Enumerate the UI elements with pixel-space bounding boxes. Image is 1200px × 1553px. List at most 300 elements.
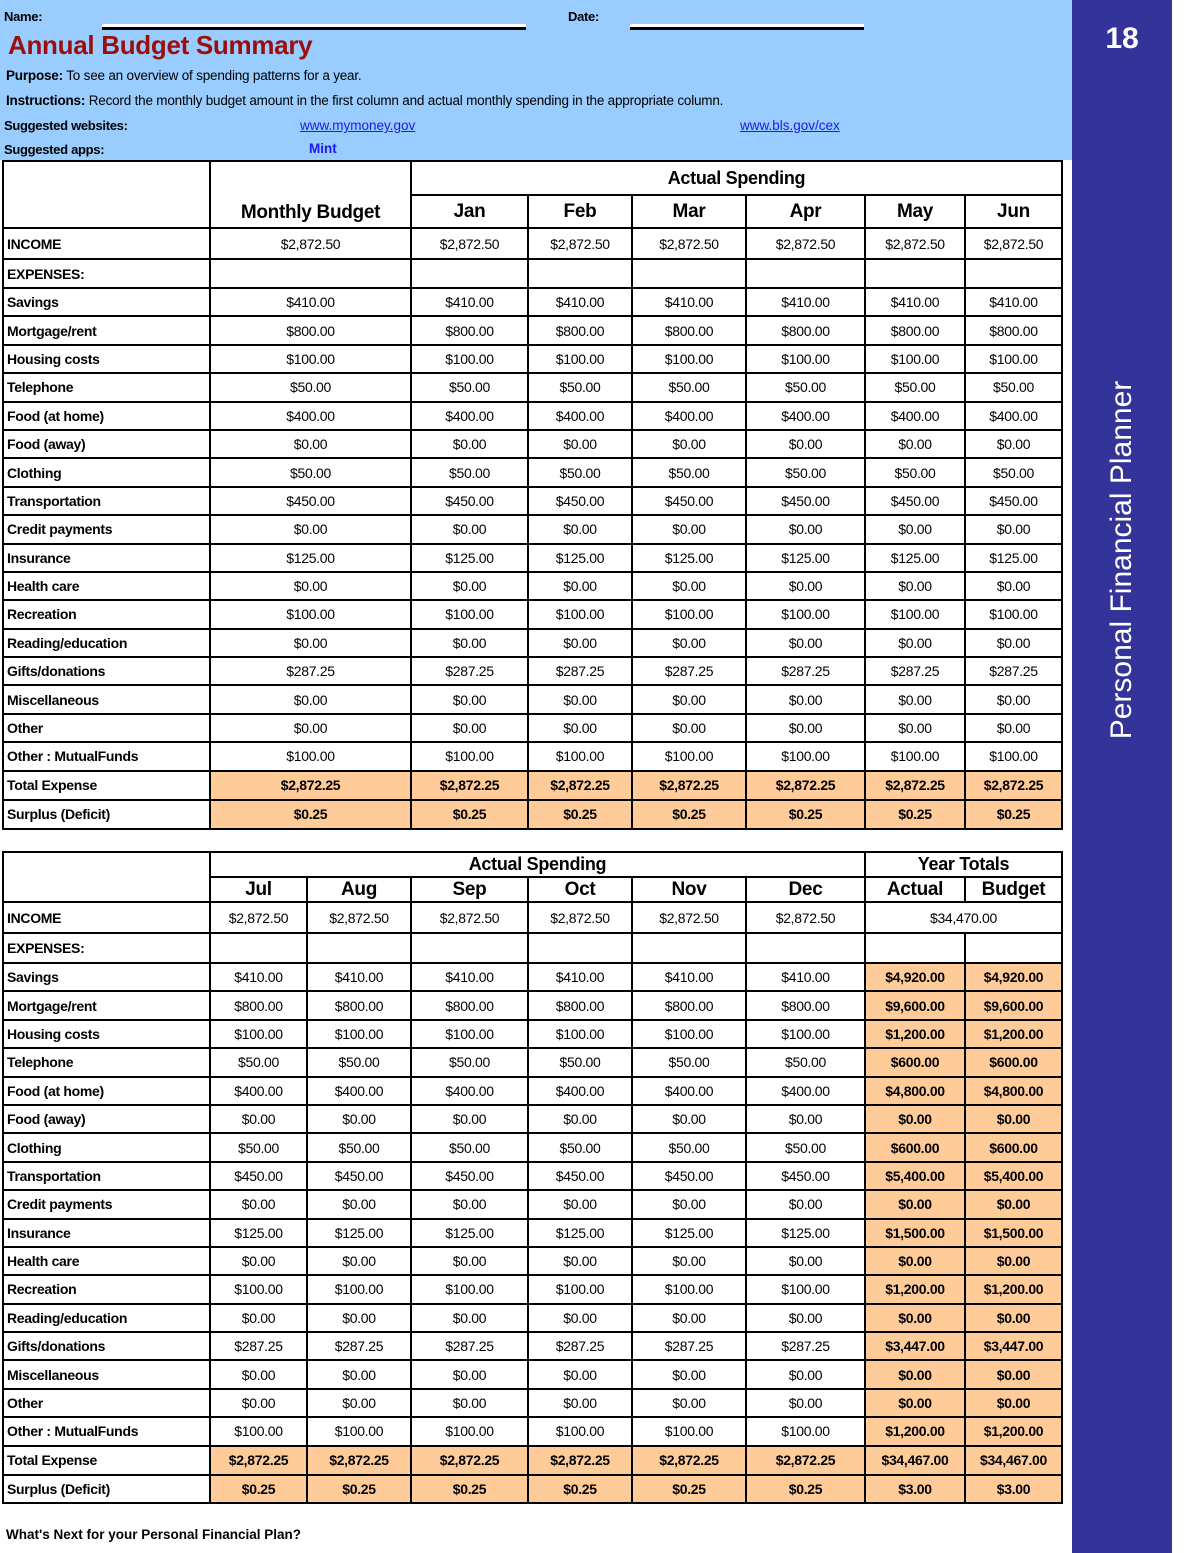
amount-cell[interactable]: $0.00 <box>210 1360 307 1388</box>
amount-cell[interactable]: $287.25 <box>746 657 865 685</box>
amount-cell[interactable]: $0.00 <box>865 685 965 713</box>
amount-cell[interactable]: $287.25 <box>210 657 411 685</box>
amount-cell[interactable]: $0.00 <box>528 1247 632 1275</box>
amount-cell[interactable]: $450.00 <box>865 487 965 515</box>
amount-cell[interactable]: $0.00 <box>632 572 746 600</box>
total-cell: $2,872.25 <box>210 1446 307 1475</box>
amount-cell[interactable]: $800.00 <box>210 316 411 344</box>
amount-cell[interactable]: $0.00 <box>746 1247 865 1275</box>
amount-cell[interactable]: $0.00 <box>411 629 528 657</box>
empty-cell[interactable] <box>865 933 965 963</box>
empty-cell[interactable] <box>632 933 746 963</box>
amount-cell[interactable]: $0.00 <box>632 1304 746 1332</box>
amount-cell[interactable]: $125.00 <box>210 544 411 572</box>
expense-row <box>3 991 1062 1019</box>
amount-cell[interactable]: $800.00 <box>632 991 746 1019</box>
amount-cell[interactable]: $0.00 <box>632 1105 746 1133</box>
expense-row <box>3 402 1062 430</box>
app-link-mint[interactable]: Mint <box>309 141 337 156</box>
year-total-cell: $4,800.00 <box>865 1077 965 1105</box>
empty-cell[interactable] <box>411 933 528 963</box>
empty-cell[interactable] <box>632 259 746 288</box>
amount-cell[interactable]: $0.00 <box>528 430 632 458</box>
amount-cell[interactable]: $410.00 <box>528 288 632 316</box>
amount-cell[interactable]: $50.00 <box>746 1133 865 1161</box>
row-label: Insurance <box>3 1219 210 1247</box>
empty-cell[interactable] <box>746 259 865 288</box>
row-label: Gifts/donations <box>3 1332 210 1360</box>
amount-cell[interactable]: $0.00 <box>965 685 1062 713</box>
amount-cell[interactable]: $100.00 <box>307 1275 411 1303</box>
total-cell: $2,872.25 <box>528 1446 632 1475</box>
amount-cell[interactable]: $0.00 <box>528 1304 632 1332</box>
amount-cell[interactable]: $410.00 <box>411 963 528 991</box>
amount-cell[interactable]: $800.00 <box>307 991 411 1019</box>
amount-cell[interactable]: $50.00 <box>210 373 411 401</box>
amount-cell[interactable]: $100.00 <box>746 345 865 373</box>
amount-cell[interactable]: $50.00 <box>746 1048 865 1076</box>
amount-cell[interactable]: $100.00 <box>411 345 528 373</box>
amount-cell[interactable]: $50.00 <box>632 1048 746 1076</box>
amount-cell[interactable]: $100.00 <box>865 600 965 628</box>
amount-cell[interactable]: $0.00 <box>210 714 411 742</box>
amount-cell[interactable]: $50.00 <box>528 1133 632 1161</box>
amount-cell[interactable]: $400.00 <box>210 402 411 430</box>
amount-cell[interactable]: $0.00 <box>210 1389 307 1417</box>
website-link-bls[interactable]: www.bls.gov/cex <box>740 118 840 133</box>
amount-cell[interactable]: $0.00 <box>746 1360 865 1388</box>
amount-cell[interactable]: $125.00 <box>210 1219 307 1247</box>
amount-cell[interactable]: $0.00 <box>411 572 528 600</box>
income-row <box>3 902 1062 933</box>
amount-cell[interactable]: $400.00 <box>632 402 746 430</box>
amount-cell[interactable]: $410.00 <box>632 963 746 991</box>
row-label: Clothing <box>3 458 210 486</box>
empty-cell[interactable] <box>411 259 528 288</box>
amount-cell[interactable]: $100.00 <box>210 1275 307 1303</box>
expense-row <box>3 600 1062 628</box>
amount-cell[interactable]: $0.00 <box>632 430 746 458</box>
row-label: Telephone <box>3 1048 210 1076</box>
amount-cell[interactable]: $400.00 <box>746 1077 865 1105</box>
surplus-cell: $3.00 <box>865 1475 965 1503</box>
income-cell[interactable]: $2,872.50 <box>746 902 865 933</box>
empty-cell[interactable] <box>528 259 632 288</box>
amount-cell[interactable]: $50.00 <box>865 458 965 486</box>
amount-cell[interactable]: $100.00 <box>965 345 1062 373</box>
amount-cell[interactable]: $287.25 <box>411 657 528 685</box>
amount-cell[interactable]: $100.00 <box>411 1275 528 1303</box>
income-cell[interactable]: $2,872.50 <box>632 228 746 259</box>
amount-cell[interactable]: $50.00 <box>411 373 528 401</box>
amount-cell[interactable]: $100.00 <box>632 1417 746 1445</box>
amount-cell[interactable]: $50.00 <box>528 1048 632 1076</box>
amount-cell[interactable]: $125.00 <box>865 544 965 572</box>
amount-cell[interactable]: $410.00 <box>411 288 528 316</box>
amount-cell[interactable]: $450.00 <box>411 1162 528 1190</box>
income-cell[interactable]: $2,872.50 <box>965 228 1062 259</box>
expense-row <box>3 714 1062 742</box>
amount-cell[interactable]: $50.00 <box>632 458 746 486</box>
amount-cell[interactable]: $800.00 <box>632 316 746 344</box>
amount-cell[interactable]: $0.00 <box>210 515 411 543</box>
amount-cell[interactable]: $50.00 <box>865 373 965 401</box>
amount-cell[interactable]: $0.00 <box>411 1105 528 1133</box>
amount-cell[interactable]: $800.00 <box>965 316 1062 344</box>
amount-cell[interactable]: $0.00 <box>528 1360 632 1388</box>
amount-cell[interactable]: $0.00 <box>865 714 965 742</box>
amount-cell[interactable]: $0.00 <box>632 1360 746 1388</box>
amount-cell[interactable]: $0.00 <box>528 714 632 742</box>
amount-cell[interactable]: $0.00 <box>528 1389 632 1417</box>
amount-cell[interactable]: $125.00 <box>411 544 528 572</box>
amount-cell[interactable]: $0.00 <box>210 572 411 600</box>
year-total-cell: $4,800.00 <box>965 1077 1062 1105</box>
amount-cell[interactable]: $400.00 <box>411 402 528 430</box>
amount-cell[interactable]: $0.00 <box>528 572 632 600</box>
expense-row <box>3 1162 1062 1190</box>
income-cell[interactable]: $2,872.50 <box>411 902 528 933</box>
amount-cell[interactable]: $125.00 <box>746 544 865 572</box>
amount-cell[interactable]: $100.00 <box>411 1417 528 1445</box>
amount-cell[interactable]: $800.00 <box>746 316 865 344</box>
amount-cell[interactable]: $0.00 <box>746 714 865 742</box>
income-cell[interactable]: $2,872.50 <box>210 228 411 259</box>
amount-cell[interactable]: $287.25 <box>411 1332 528 1360</box>
amount-cell[interactable]: $0.00 <box>632 1190 746 1218</box>
amount-cell[interactable]: $50.00 <box>632 1133 746 1161</box>
amount-cell[interactable]: $0.00 <box>865 515 965 543</box>
amount-cell[interactable]: $287.25 <box>965 657 1062 685</box>
side-band <box>1072 0 1172 1553</box>
amount-cell[interactable]: $400.00 <box>528 1077 632 1105</box>
amount-cell[interactable]: $400.00 <box>307 1077 411 1105</box>
amount-cell[interactable]: $50.00 <box>746 458 865 486</box>
amount-cell[interactable]: $100.00 <box>411 742 528 770</box>
row-label: Health care <box>3 572 210 600</box>
amount-cell[interactable]: $450.00 <box>965 487 1062 515</box>
expense-row <box>3 572 1062 600</box>
row-label: INCOME <box>3 902 210 933</box>
surplus-cell: $0.25 <box>411 800 528 829</box>
row-label: Housing costs <box>3 345 210 373</box>
amount-cell[interactable]: $125.00 <box>528 1219 632 1247</box>
amount-cell[interactable]: $100.00 <box>632 742 746 770</box>
expense-row <box>3 1417 1062 1445</box>
amount-cell[interactable]: $287.25 <box>210 1332 307 1360</box>
amount-cell[interactable]: $100.00 <box>746 1275 865 1303</box>
amount-cell[interactable]: $400.00 <box>411 1077 528 1105</box>
amount-cell[interactable]: $0.00 <box>528 685 632 713</box>
total-cell: $2,872.25 <box>411 771 528 800</box>
amount-cell[interactable]: $0.00 <box>411 1304 528 1332</box>
amount-cell[interactable]: $450.00 <box>210 487 411 515</box>
amount-cell[interactable]: $100.00 <box>746 1020 865 1048</box>
amount-cell[interactable]: $0.00 <box>965 629 1062 657</box>
page-title: Annual Budget Summary <box>8 30 313 60</box>
amount-cell[interactable]: $50.00 <box>528 373 632 401</box>
amount-cell[interactable]: $0.00 <box>528 1105 632 1133</box>
amount-cell[interactable]: $450.00 <box>746 487 865 515</box>
amount-cell[interactable]: $50.00 <box>307 1133 411 1161</box>
year-total-cell: $0.00 <box>865 1247 965 1275</box>
amount-cell[interactable]: $0.00 <box>307 1304 411 1332</box>
website-link-mymoney[interactable]: www.mymoney.gov <box>300 118 416 133</box>
expense-row <box>3 1020 1062 1048</box>
amount-cell[interactable]: $0.00 <box>746 1105 865 1133</box>
amount-cell[interactable]: $100.00 <box>210 1020 307 1048</box>
amount-cell[interactable]: $800.00 <box>411 316 528 344</box>
amount-cell[interactable]: $100.00 <box>632 1275 746 1303</box>
amount-cell[interactable]: $125.00 <box>528 544 632 572</box>
year-total-cell: $1,200.00 <box>865 1417 965 1445</box>
amount-cell[interactable]: $0.00 <box>307 1389 411 1417</box>
amount-cell[interactable]: $125.00 <box>746 1219 865 1247</box>
amount-cell[interactable]: $100.00 <box>632 600 746 628</box>
amount-cell[interactable]: $0.00 <box>965 714 1062 742</box>
amount-cell[interactable]: $50.00 <box>528 458 632 486</box>
amount-cell[interactable]: $800.00 <box>528 316 632 344</box>
amount-cell[interactable]: $0.00 <box>210 430 411 458</box>
amount-cell[interactable]: $100.00 <box>210 1417 307 1445</box>
amount-cell[interactable]: $0.00 <box>307 1105 411 1133</box>
total-cell: $2,872.25 <box>746 1446 865 1475</box>
surplus-cell: $0.25 <box>210 1475 307 1503</box>
amount-cell[interactable]: $800.00 <box>865 316 965 344</box>
income-cell[interactable]: $2,872.50 <box>411 228 528 259</box>
amount-cell[interactable]: $450.00 <box>528 487 632 515</box>
amount-cell[interactable]: $50.00 <box>632 373 746 401</box>
amount-cell[interactable]: $410.00 <box>528 963 632 991</box>
amount-cell[interactable]: $0.00 <box>528 1190 632 1218</box>
total-cell: $2,872.25 <box>307 1446 411 1475</box>
total-cell: $34,467.00 <box>865 1446 965 1475</box>
income-cell[interactable]: $2,872.50 <box>307 902 411 933</box>
amount-cell[interactable]: $0.00 <box>411 714 528 742</box>
empty-cell[interactable] <box>210 933 307 963</box>
amount-cell[interactable]: $0.00 <box>528 515 632 543</box>
amount-cell[interactable]: $0.00 <box>965 430 1062 458</box>
amount-cell[interactable]: $100.00 <box>528 1417 632 1445</box>
income-cell[interactable]: $2,872.50 <box>632 902 746 933</box>
amount-cell[interactable]: $100.00 <box>746 742 865 770</box>
row-label: Other <box>3 714 210 742</box>
empty-cell[interactable] <box>528 933 632 963</box>
amount-cell[interactable]: $50.00 <box>746 373 865 401</box>
amount-cell[interactable]: $800.00 <box>528 991 632 1019</box>
amount-cell[interactable]: $287.25 <box>632 657 746 685</box>
amount-cell[interactable]: $100.00 <box>411 1020 528 1048</box>
amount-cell[interactable]: $400.00 <box>965 402 1062 430</box>
amount-cell[interactable]: $0.00 <box>865 430 965 458</box>
amount-cell[interactable]: $100.00 <box>528 345 632 373</box>
empty-cell[interactable] <box>307 933 411 963</box>
row-label: Total Expense <box>3 771 210 800</box>
amount-cell[interactable]: $450.00 <box>411 487 528 515</box>
amount-cell[interactable]: $287.25 <box>746 1332 865 1360</box>
row-label: Recreation <box>3 1275 210 1303</box>
amount-cell[interactable]: $0.00 <box>411 1360 528 1388</box>
amount-cell[interactable]: $125.00 <box>965 544 1062 572</box>
expenses-header-row <box>3 259 1062 288</box>
amount-cell[interactable]: $50.00 <box>307 1048 411 1076</box>
income-cell[interactable]: $2,872.50 <box>746 228 865 259</box>
amount-cell[interactable]: $0.00 <box>632 1389 746 1417</box>
amount-cell[interactable]: $0.00 <box>528 629 632 657</box>
amount-cell[interactable]: $125.00 <box>632 544 746 572</box>
amount-cell[interactable]: $100.00 <box>528 600 632 628</box>
amount-cell[interactable]: $0.00 <box>746 685 865 713</box>
amount-cell[interactable]: $0.00 <box>746 515 865 543</box>
surplus-cell: $0.25 <box>528 800 632 829</box>
row-label: Gifts/donations <box>3 657 210 685</box>
amount-cell[interactable]: $0.00 <box>307 1190 411 1218</box>
row-label: Surplus (Deficit) <box>3 1475 210 1503</box>
amount-cell[interactable]: $410.00 <box>210 288 411 316</box>
amount-cell[interactable]: $0.00 <box>965 572 1062 600</box>
amount-cell[interactable]: $0.00 <box>746 430 865 458</box>
income-cell[interactable]: $2,872.50 <box>210 902 307 933</box>
amount-cell[interactable]: $100.00 <box>210 345 411 373</box>
amount-cell[interactable]: $410.00 <box>965 288 1062 316</box>
amount-cell[interactable]: $100.00 <box>210 742 411 770</box>
amount-cell[interactable]: $50.00 <box>210 458 411 486</box>
amount-cell[interactable]: $50.00 <box>411 458 528 486</box>
year-total-cell: $0.00 <box>965 1360 1062 1388</box>
amount-cell[interactable]: $0.00 <box>746 1304 865 1332</box>
empty-cell[interactable] <box>746 933 865 963</box>
amount-cell[interactable]: $400.00 <box>528 402 632 430</box>
amount-cell[interactable]: $0.00 <box>411 515 528 543</box>
amount-cell[interactable]: $50.00 <box>210 1048 307 1076</box>
amount-cell[interactable]: $0.00 <box>210 1190 307 1218</box>
amount-cell[interactable]: $0.00 <box>632 629 746 657</box>
amount-cell[interactable]: $410.00 <box>632 288 746 316</box>
total-expense-row <box>3 771 1062 800</box>
amount-cell[interactable]: $0.00 <box>307 1247 411 1275</box>
amount-cell[interactable]: $0.00 <box>632 1247 746 1275</box>
amount-cell[interactable]: $50.00 <box>965 373 1062 401</box>
amount-cell[interactable]: $400.00 <box>632 1077 746 1105</box>
amount-cell[interactable]: $450.00 <box>210 1162 307 1190</box>
amount-cell[interactable]: $0.00 <box>746 572 865 600</box>
surplus-cell: $0.25 <box>411 1475 528 1503</box>
amount-cell[interactable]: $800.00 <box>210 991 307 1019</box>
total-expense-row <box>3 1446 1062 1475</box>
empty-cell[interactable] <box>210 259 411 288</box>
amount-cell[interactable]: $287.25 <box>528 657 632 685</box>
amount-cell[interactable]: $100.00 <box>307 1020 411 1048</box>
amount-cell[interactable]: $400.00 <box>865 402 965 430</box>
amount-cell[interactable]: $0.00 <box>210 685 411 713</box>
amount-cell[interactable]: $50.00 <box>411 1048 528 1076</box>
amount-cell[interactable]: $0.00 <box>210 1304 307 1332</box>
amount-cell[interactable]: $0.00 <box>746 1190 865 1218</box>
amount-cell[interactable]: $100.00 <box>746 1417 865 1445</box>
amount-cell[interactable]: $50.00 <box>411 1133 528 1161</box>
amount-cell[interactable]: $100.00 <box>746 600 865 628</box>
amount-cell[interactable]: $0.00 <box>632 714 746 742</box>
amount-cell[interactable]: $100.00 <box>528 1275 632 1303</box>
income-cell[interactable]: $2,872.50 <box>528 228 632 259</box>
amount-cell[interactable]: $0.00 <box>411 1247 528 1275</box>
amount-cell[interactable]: $410.00 <box>746 963 865 991</box>
expense-row <box>3 544 1062 572</box>
row-label: Food (away) <box>3 430 210 458</box>
amount-cell[interactable]: $100.00 <box>210 600 411 628</box>
amount-cell[interactable]: $287.25 <box>632 1332 746 1360</box>
amount-cell[interactable]: $0.00 <box>307 1360 411 1388</box>
amount-cell[interactable]: $450.00 <box>632 1162 746 1190</box>
amount-cell[interactable]: $100.00 <box>632 345 746 373</box>
amount-cell[interactable]: $0.00 <box>411 685 528 713</box>
amount-cell[interactable]: $450.00 <box>307 1162 411 1190</box>
amount-cell[interactable]: $100.00 <box>528 742 632 770</box>
amount-cell[interactable]: $450.00 <box>632 487 746 515</box>
amount-cell[interactable]: $125.00 <box>411 1219 528 1247</box>
date-field[interactable] <box>630 24 864 30</box>
amount-cell[interactable]: $125.00 <box>307 1219 411 1247</box>
income-cell[interactable]: $2,872.50 <box>865 228 965 259</box>
amount-cell[interactable]: $0.00 <box>411 1389 528 1417</box>
amount-cell[interactable]: $100.00 <box>865 345 965 373</box>
amount-cell[interactable]: $410.00 <box>307 963 411 991</box>
amount-cell[interactable]: $100.00 <box>965 742 1062 770</box>
amount-cell[interactable]: $100.00 <box>307 1417 411 1445</box>
amount-cell[interactable]: $0.00 <box>865 629 965 657</box>
amount-cell[interactable]: $450.00 <box>528 1162 632 1190</box>
amount-cell[interactable]: $100.00 <box>965 600 1062 628</box>
amount-cell[interactable]: $0.00 <box>411 1190 528 1218</box>
year-total-cell: $4,920.00 <box>965 963 1062 991</box>
amount-cell[interactable]: $0.00 <box>210 1247 307 1275</box>
amount-cell[interactable]: $400.00 <box>746 402 865 430</box>
amount-cell[interactable]: $410.00 <box>746 288 865 316</box>
amount-cell[interactable]: $287.25 <box>528 1332 632 1360</box>
amount-cell[interactable]: $125.00 <box>632 1219 746 1247</box>
amount-cell[interactable]: $800.00 <box>746 991 865 1019</box>
amount-cell[interactable]: $410.00 <box>210 963 307 991</box>
amount-cell[interactable]: $0.00 <box>210 1105 307 1133</box>
income-cell[interactable]: $2,872.50 <box>528 902 632 933</box>
empty-cell[interactable] <box>965 933 1062 963</box>
amount-cell[interactable]: $100.00 <box>411 600 528 628</box>
amount-cell[interactable]: $0.00 <box>632 515 746 543</box>
amount-cell[interactable]: $100.00 <box>865 742 965 770</box>
amount-cell[interactable]: $0.00 <box>746 1389 865 1417</box>
amount-cell[interactable]: $0.00 <box>865 572 965 600</box>
amount-cell[interactable]: $400.00 <box>210 1077 307 1105</box>
amount-cell[interactable]: $100.00 <box>528 1020 632 1048</box>
amount-cell[interactable]: $0.00 <box>632 685 746 713</box>
amount-cell[interactable]: $100.00 <box>632 1020 746 1048</box>
amount-cell[interactable]: $0.00 <box>411 430 528 458</box>
amount-cell[interactable]: $287.25 <box>307 1332 411 1360</box>
amount-cell[interactable]: $410.00 <box>865 288 965 316</box>
empty-cell[interactable] <box>865 259 965 288</box>
amount-cell[interactable]: $450.00 <box>746 1162 865 1190</box>
amount-cell[interactable]: $50.00 <box>210 1133 307 1161</box>
amount-cell[interactable]: $0.00 <box>746 629 865 657</box>
amount-cell[interactable]: $800.00 <box>411 991 528 1019</box>
expense-row <box>3 657 1062 685</box>
empty-cell[interactable] <box>965 259 1062 288</box>
amount-cell[interactable]: $0.00 <box>965 515 1062 543</box>
amount-cell[interactable]: $0.00 <box>210 629 411 657</box>
amount-cell[interactable]: $50.00 <box>965 458 1062 486</box>
amount-cell[interactable]: $287.25 <box>865 657 965 685</box>
expense-row <box>3 742 1062 770</box>
